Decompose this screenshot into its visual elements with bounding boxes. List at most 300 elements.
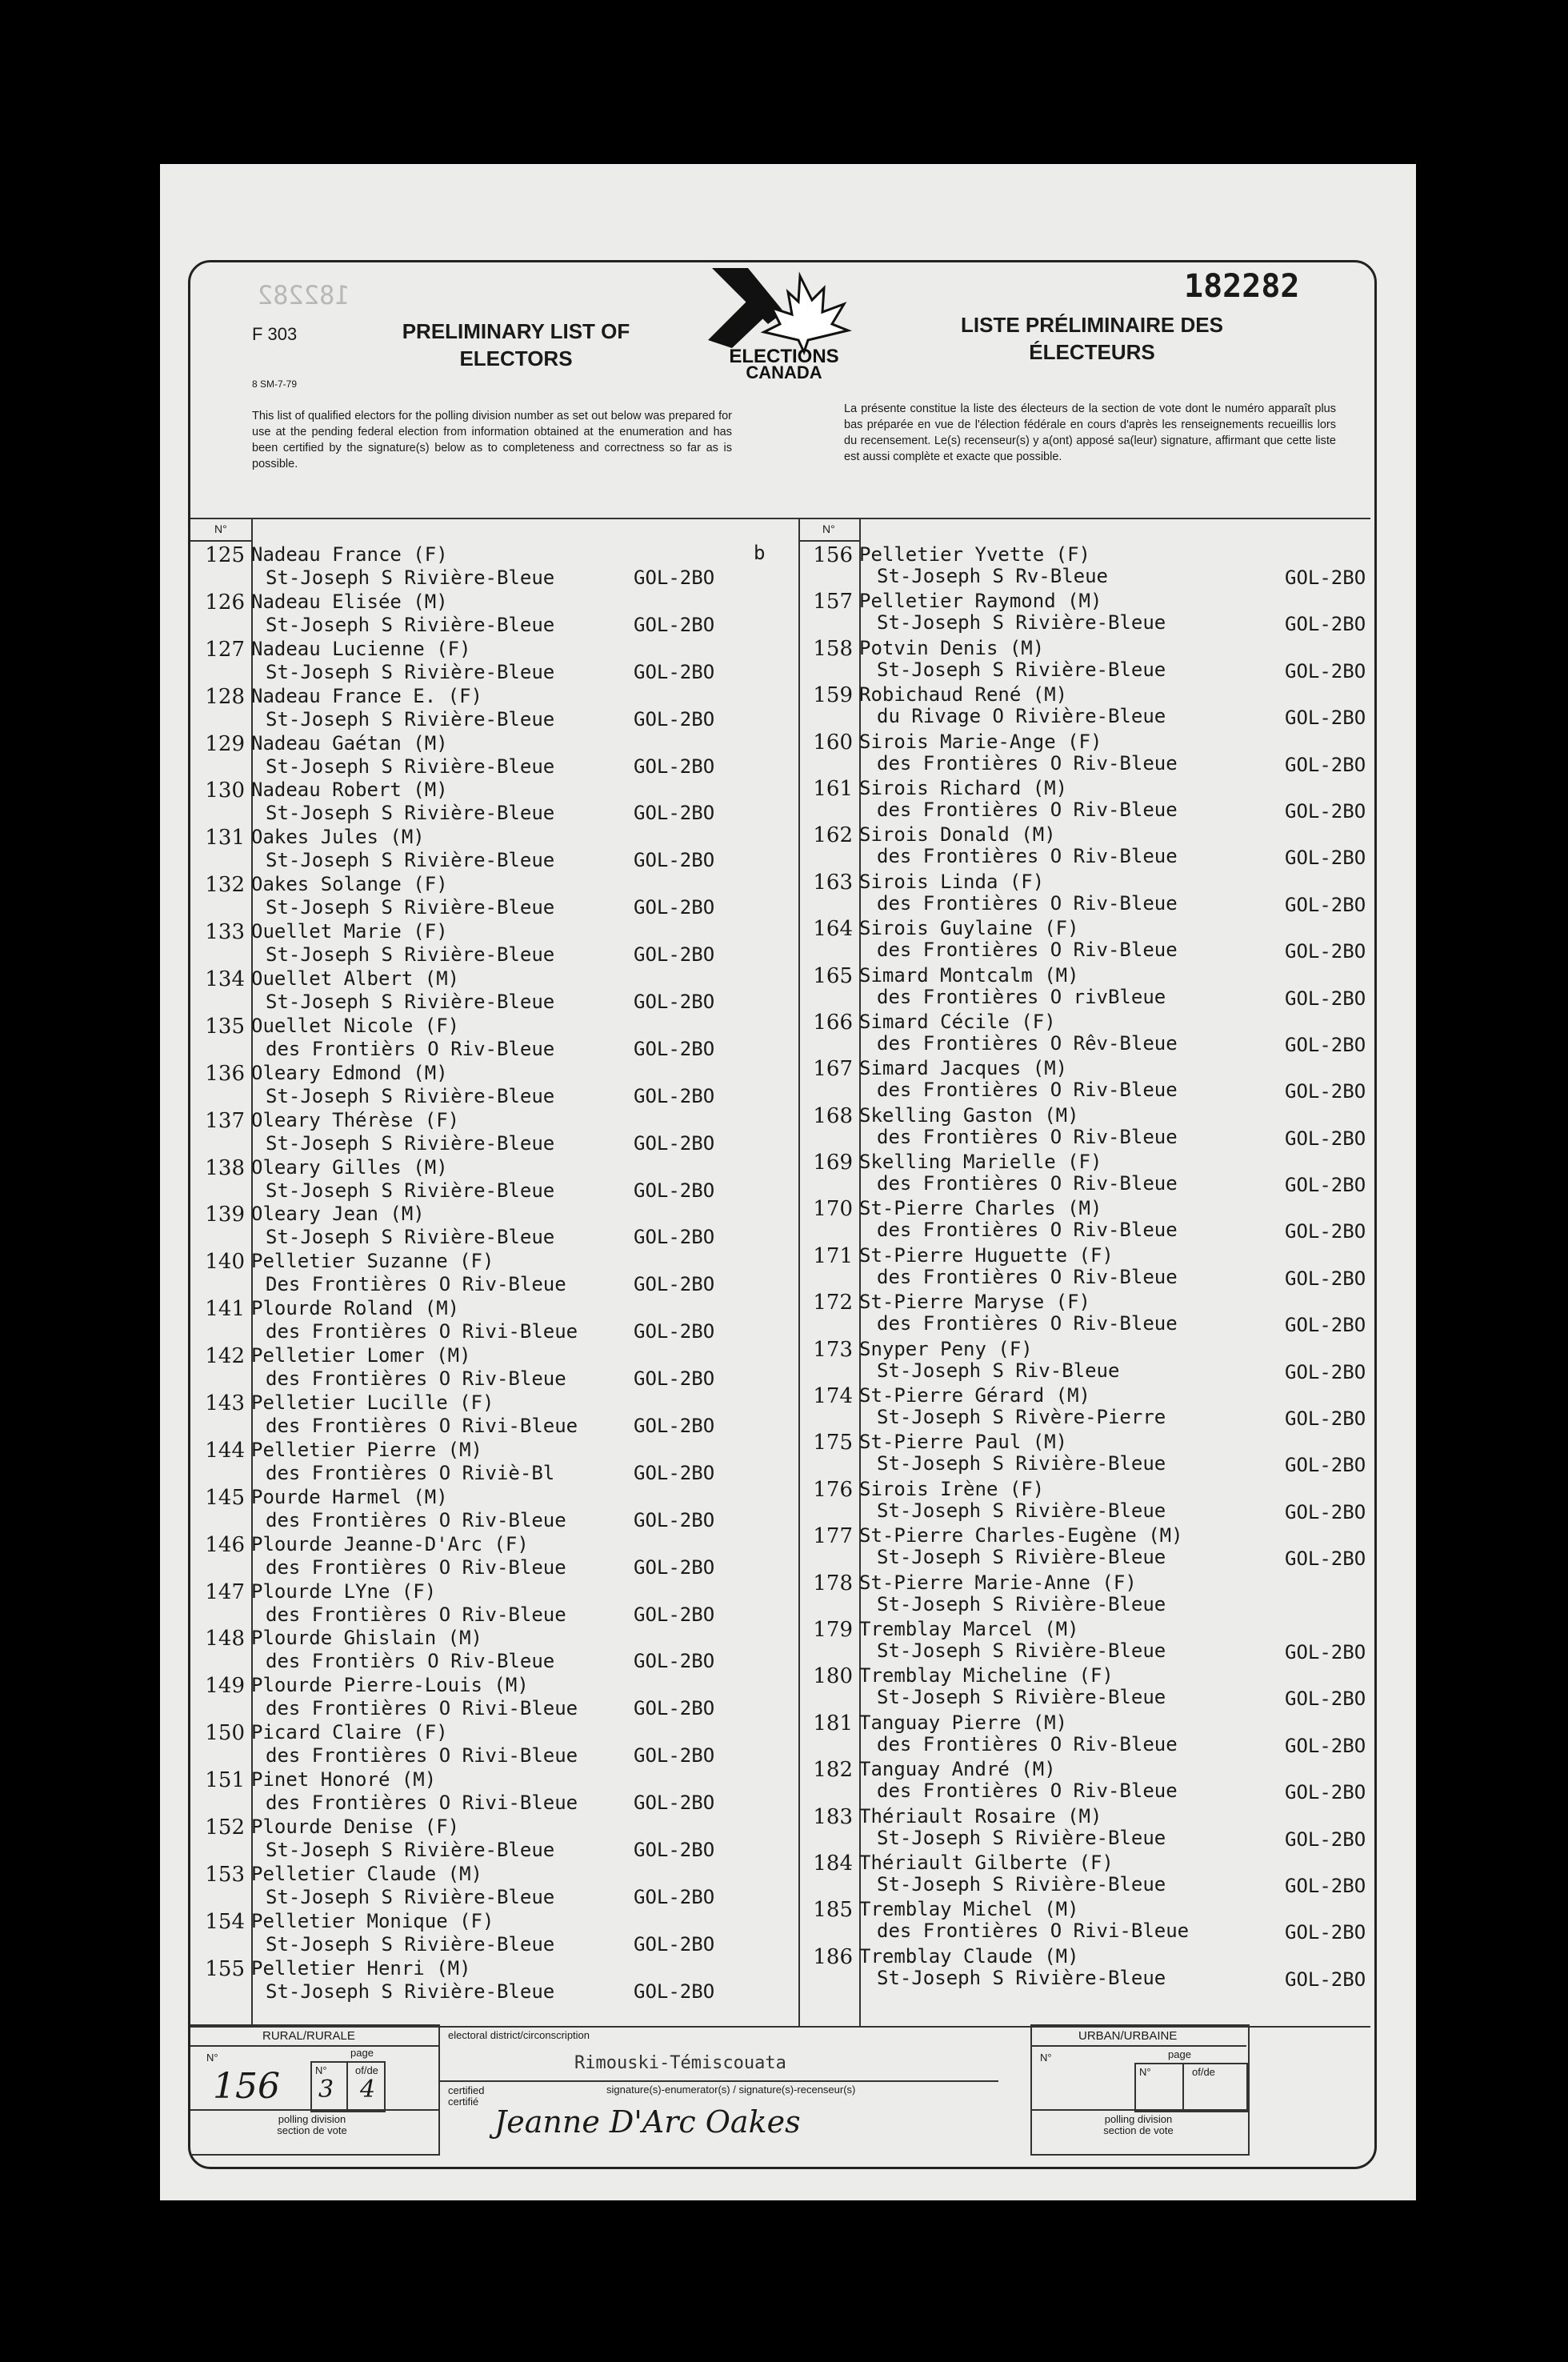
elections-canada-logo xyxy=(704,268,864,380)
voter-entry xyxy=(813,1478,1369,1524)
voter-entry xyxy=(200,1156,796,1203)
voter-address: du Rivage O Rivière-Bleue xyxy=(877,705,1166,728)
voter-address: St-Joseph S Rivière-Bleue xyxy=(877,1452,1166,1475)
voter-name: Pelletier Raymond (M) xyxy=(859,590,1102,613)
signature-label: signature(s)-enumerator(s) / signature(s)-recenseur(s) xyxy=(606,2084,856,2096)
voter-table xyxy=(190,518,1370,2028)
polling-division-label: polling division section de vote xyxy=(277,2113,347,2136)
voter-address: des Frontièrs O Riv-Bleue xyxy=(266,1650,555,1673)
voter-address: des Frontières O Riv-Bleue xyxy=(266,1508,566,1531)
voter-entry xyxy=(813,731,1369,777)
voter-number: 159 xyxy=(813,683,853,708)
voter-number: 179 xyxy=(813,1617,853,1642)
voter-number: 137 xyxy=(205,1108,245,1133)
voter-number: 151 xyxy=(205,1768,245,1793)
urban-of-label: of/de xyxy=(1192,2066,1215,2078)
postal-code: GOL-2BO xyxy=(634,1839,715,1862)
voter-address: St-Joseph S Rivière-Bleue xyxy=(877,1499,1166,1522)
voter-name: Simard Montcalm (M) xyxy=(859,963,1079,987)
voter-entry xyxy=(200,826,796,873)
postal-code: GOL-2BO xyxy=(1285,893,1366,916)
postal-code: GOL-2BO xyxy=(1285,1547,1366,1571)
voter-name: St-Pierre Gérard (M) xyxy=(859,1384,1090,1407)
voter-entry xyxy=(200,779,796,826)
voter-name: Pelletier Suzanne (F) xyxy=(251,1250,494,1273)
voter-name: Sirois Irène (F) xyxy=(859,1477,1045,1500)
voter-name: Picard Claire (F) xyxy=(251,1721,448,1744)
title-english: PRELIMINARY LIST OF ELECTORS xyxy=(402,319,630,370)
postal-code: GOL-2BO xyxy=(634,1037,715,1060)
postal-code: GOL-2BO xyxy=(1285,1921,1366,1944)
voter-number: 182 xyxy=(813,1758,853,1783)
postal-code: GOL-2BO xyxy=(634,1273,715,1296)
voter-number: 140 xyxy=(205,1250,245,1275)
voter-number: 134 xyxy=(205,967,245,992)
voter-address: des Frontières O Riv-Bleue xyxy=(877,1219,1178,1242)
voter-address: St-Joseph S Rv-Bleue xyxy=(877,565,1108,587)
voter-number: 185 xyxy=(813,1898,853,1923)
voter-number: 129 xyxy=(205,731,245,756)
voter-entry xyxy=(200,1768,796,1816)
postal-code: GOL-2BO xyxy=(634,1367,715,1391)
voter-address: des Frontières O Riv-Bleue xyxy=(877,845,1178,868)
voter-number: 173 xyxy=(813,1337,853,1362)
voter-entry xyxy=(200,967,796,1015)
voter-address: des Frontières O Riviè-Bl xyxy=(266,1461,555,1484)
postal-code: GOL-2BO xyxy=(634,1508,715,1531)
serial-number: 182282 xyxy=(1184,268,1300,305)
voter-name: Tremblay Claude (M) xyxy=(859,1944,1079,1968)
voter-entry xyxy=(200,1203,796,1250)
voter-entry xyxy=(813,777,1369,823)
postal-code: GOL-2BO xyxy=(1285,1314,1366,1337)
voter-address: des Frontières O Riv-Bleue xyxy=(266,1603,566,1626)
enumerator-signature: Jeanne D'Arc Oakes xyxy=(494,2104,801,2140)
voter-name: Sirois Marie-Ange (F) xyxy=(859,730,1102,753)
certified-label: certified certifié xyxy=(448,2084,485,2108)
voter-entry xyxy=(200,920,796,967)
voter-number: 131 xyxy=(205,826,245,851)
voter-entry xyxy=(200,1486,796,1533)
voter-name: St-Pierre Maryse (F) xyxy=(859,1291,1090,1314)
voter-address: des Frontières O Riv-Bleue xyxy=(877,939,1178,962)
rule xyxy=(190,2109,438,2111)
voter-entry xyxy=(813,1057,1369,1103)
voter-name: St-Pierre Paul (M) xyxy=(859,1431,1068,1454)
voter-address: des Frontières O Riv-Bleue xyxy=(266,1555,566,1579)
voter-entry xyxy=(813,1244,1369,1291)
voter-number: 128 xyxy=(205,684,245,709)
postal-code: GOL-2BO xyxy=(634,1461,715,1484)
voter-number: 183 xyxy=(813,1804,853,1829)
voter-entry xyxy=(813,1711,1369,1758)
voter-address: St-Joseph S Rivière-Bleue xyxy=(266,991,555,1014)
postal-code: GOL-2BO xyxy=(1285,940,1366,963)
voter-number: 126 xyxy=(205,590,245,615)
voter-name: Tremblay Michel (M) xyxy=(859,1898,1079,1921)
voter-entry xyxy=(200,1344,796,1391)
voter-name: Plourde Ghislain (M) xyxy=(251,1627,482,1650)
voter-entry xyxy=(813,1197,1369,1243)
voter-name: Thériault Gilberte (F) xyxy=(859,1851,1114,1874)
voter-address: des Frontières O Rivi-Bleue xyxy=(266,1415,578,1438)
voter-number: 184 xyxy=(813,1851,853,1876)
voter-entry xyxy=(813,917,1369,963)
voter-entry xyxy=(200,1957,796,2004)
voter-address: St-Joseph S Rivière-Bleue xyxy=(266,755,555,778)
postal-code: GOL-2BO xyxy=(1285,1360,1366,1383)
margin-mark: b xyxy=(754,542,766,564)
voter-entry xyxy=(813,1291,1369,1337)
voter-name: Nadeau Elisée (M) xyxy=(251,590,448,613)
voter-entry xyxy=(200,1627,796,1674)
voter-number: 142 xyxy=(205,1344,245,1369)
voter-name: Plourde Roland (M) xyxy=(251,1297,460,1320)
voter-name: Skelling Marielle (F) xyxy=(859,1151,1102,1174)
voter-name: Ouellet Nicole (F) xyxy=(251,1014,460,1037)
voter-number: 146 xyxy=(205,1532,245,1557)
voter-address: des Frontières O Riv-Bleue xyxy=(877,751,1178,775)
voter-entry xyxy=(813,1945,1369,1992)
voter-name: Plourde LYne (F) xyxy=(251,1579,437,1603)
voter-number: 132 xyxy=(205,873,245,898)
voter-number: 158 xyxy=(813,636,853,661)
voter-name: Sirois Guylaine (F) xyxy=(859,917,1079,940)
serial-number-ghost: 182282 xyxy=(258,280,350,310)
postal-code: GOL-2BO xyxy=(634,755,715,778)
postal-code: GOL-2BO xyxy=(1285,1968,1366,1991)
rule xyxy=(1030,2045,1246,2047)
voter-address: St-Joseph S Rivière-Bleue xyxy=(877,1872,1166,1896)
voter-address: St-Joseph S Rivière-Bleue xyxy=(266,613,555,636)
urban-no2-label: N° xyxy=(1139,2066,1151,2078)
voter-address: St-Joseph S Rivière-Bleue xyxy=(266,1839,555,1862)
voter-address: des Frontières O Riv-Bleue xyxy=(877,891,1178,915)
postal-code: GOL-2BO xyxy=(1285,1874,1366,1897)
voter-name: Tremblay Marcel (M) xyxy=(859,1617,1079,1640)
postal-code: GOL-2BO xyxy=(1285,659,1366,683)
voter-number: 178 xyxy=(813,1571,853,1595)
postal-code: GOL-2BO xyxy=(634,991,715,1014)
voter-address: St-Joseph S Rivière-Bleue xyxy=(877,1546,1166,1569)
intro-english: This list of qualified electors for the polling division number as set out below was prepared for use at the pending federal election from information obtained at the enumeration and has been certified by the signature(s) below as to completeness and correctness so far as is possible. xyxy=(252,410,732,470)
voter-name: Nadeau Gaétan (M) xyxy=(251,731,448,755)
voter-address: des Frontièrs O Riv-Bleue xyxy=(266,1037,555,1060)
voter-address: des Frontières O Riv-Bleue xyxy=(877,1125,1178,1148)
postal-code: GOL-2BO xyxy=(634,1932,715,1956)
voter-address: St-Joseph S Rivière-Bleue xyxy=(266,1885,555,1908)
voter-entry xyxy=(813,1618,1369,1664)
voter-name: Oleary Gilles (M) xyxy=(251,1155,448,1179)
postal-code: GOL-2BO xyxy=(634,1226,715,1249)
voter-name: Simard Cécile (F) xyxy=(859,1010,1056,1033)
voter-number: 141 xyxy=(205,1297,245,1322)
voter-name: Tanguay Pierre (M) xyxy=(859,1711,1068,1734)
postal-code: GOL-2BO xyxy=(634,1555,715,1579)
logo-text-canada: CANADA xyxy=(746,362,822,380)
voter-number: 175 xyxy=(813,1431,853,1455)
postal-code: GOL-2BO xyxy=(1285,707,1366,730)
voter-address: St-Joseph S Rivière-Bleue xyxy=(266,802,555,825)
header-rule-left xyxy=(190,540,251,542)
voter-name: Sirois Donald (M) xyxy=(859,823,1056,847)
postal-code: GOL-2BO xyxy=(634,566,715,589)
voter-entry xyxy=(813,1431,1369,1477)
voter-name: Oleary Thérèse (F) xyxy=(251,1108,460,1131)
voter-name: Pelletier Lucille (F) xyxy=(251,1391,494,1415)
voter-list-sheet xyxy=(160,164,1416,2200)
urban-page-box xyxy=(1134,2063,1248,2112)
voter-name: Sirois Linda (F) xyxy=(859,870,1045,893)
voter-entry xyxy=(813,1104,1369,1151)
urban-label: URBAN/URBAINE xyxy=(1078,2029,1178,2043)
voter-number: 150 xyxy=(205,1721,245,1746)
voter-number: 130 xyxy=(205,779,245,803)
voter-name: Oleary Edmond (M) xyxy=(251,1061,448,1084)
logo-text-elections: ELECTIONS xyxy=(729,346,839,367)
voter-entry xyxy=(813,1011,1369,1057)
district-label: electoral district/circonscription xyxy=(448,2029,590,2041)
voter-number: 162 xyxy=(813,823,853,848)
voter-name: Pelletier Pierre (M) xyxy=(251,1438,482,1461)
postal-code: GOL-2BO xyxy=(634,1179,715,1202)
rule xyxy=(346,2061,348,2109)
postal-code: GOL-2BO xyxy=(1285,799,1366,823)
postal-code: GOL-2BO xyxy=(1285,1734,1366,1757)
postal-code: GOL-2BO xyxy=(1285,1127,1366,1150)
voter-name: St-Pierre Charles (M) xyxy=(859,1197,1102,1220)
title-french: LISTE PRÉLIMINAIRE DES ÉLECTEURS xyxy=(961,313,1223,364)
rural-label: RURAL/RURALE xyxy=(262,2029,355,2043)
voter-address: St-Joseph S Rivière-Bleue xyxy=(266,849,555,872)
voter-name: Pinet Honoré (M) xyxy=(251,1768,437,1792)
voter-number: 167 xyxy=(813,1057,853,1082)
of-label: of/de xyxy=(355,2064,378,2076)
voter-number: 186 xyxy=(813,1944,853,1969)
voter-entry xyxy=(200,543,796,590)
voter-number: 153 xyxy=(205,1862,245,1887)
voter-name: Nadeau Lucienne (F) xyxy=(251,637,471,660)
postal-code: GOL-2BO xyxy=(1285,1687,1366,1711)
postal-code: GOL-2BO xyxy=(1285,753,1366,776)
postal-code: GOL-2BO xyxy=(1285,613,1366,636)
postal-code: GOL-2BO xyxy=(1285,1267,1366,1290)
voter-name: Tremblay Micheline (F) xyxy=(859,1664,1114,1687)
voter-entry xyxy=(200,638,796,685)
voter-address: St-Joseph S Rivière-Bleue xyxy=(266,1980,555,2003)
urban-no-label: N° xyxy=(1040,2052,1052,2064)
voter-name: Pelletier Lomer (M) xyxy=(251,1344,471,1367)
voter-number: 155 xyxy=(205,1956,245,1981)
voter-name: Potvin Denis (M) xyxy=(859,636,1045,659)
voter-entry xyxy=(200,1391,796,1439)
voter-address: des Frontières O Rivi-Bleue xyxy=(266,1792,578,1815)
voter-address: St-Joseph S Rivière-Bleue xyxy=(877,1686,1166,1709)
page-label: page xyxy=(350,2047,374,2059)
voter-number: 168 xyxy=(813,1103,853,1128)
voter-address: St-Joseph S Rivière-Bleue xyxy=(266,1084,555,1107)
postal-code: GOL-2BO xyxy=(1285,847,1366,870)
voter-entry xyxy=(813,543,1369,590)
voter-number: 174 xyxy=(813,1384,853,1409)
voter-number: 136 xyxy=(205,1061,245,1086)
voter-entry xyxy=(200,1674,796,1721)
header-rule-right xyxy=(798,540,859,542)
voter-number: 127 xyxy=(205,637,245,662)
voter-column-right xyxy=(813,543,1369,1992)
postal-code: GOL-2BO xyxy=(1285,1500,1366,1523)
voter-address: des Frontières O Riv-Bleue xyxy=(877,1732,1178,1755)
no-header-right: N° xyxy=(822,522,835,535)
voter-entry xyxy=(813,1571,1369,1618)
voter-address: des Frontières O Rivi-Bleue xyxy=(266,1744,578,1767)
voter-address: St-Joseph S Rivière-Bleue xyxy=(266,1932,555,1956)
voter-address: St-Joseph S Rivère-Pierre xyxy=(877,1406,1166,1429)
intro-french: La présente constitue la liste des électeurs de la section de vote dont le numéro apparaît plus bas préparée en vue de l'élection fédérale en cours d'après les renseignements recueillis lors du recensement. Le(s) recenseur(s) y a(ont) apposé sa(leur) signature, affirmant que cette liste est aussi complète et exacte que possible. xyxy=(844,402,1336,463)
voter-number: 171 xyxy=(813,1243,853,1268)
voter-name: St-Pierre Charles-Eugène (M) xyxy=(859,1524,1183,1547)
voter-address: St-Joseph S Riv-Bleue xyxy=(877,1359,1120,1382)
voter-number: 147 xyxy=(205,1579,245,1604)
voter-entry xyxy=(813,964,1369,1011)
voter-entry xyxy=(200,732,796,779)
voter-entry xyxy=(813,1664,1369,1711)
voter-name: Simard Jacques (M) xyxy=(859,1057,1068,1080)
voter-entry xyxy=(813,1852,1369,1898)
voter-address: St-Joseph S Rivière-Bleue xyxy=(266,566,555,589)
voter-address: des Frontières O Rêv-Bleue xyxy=(877,1031,1178,1055)
postal-code: GOL-2BO xyxy=(634,1744,715,1767)
voter-number: 177 xyxy=(813,1524,853,1549)
voter-name: Robichaud René (M) xyxy=(859,683,1068,707)
voter-number: 161 xyxy=(813,776,853,801)
rule xyxy=(1182,2063,1184,2109)
voter-entry xyxy=(200,1533,796,1580)
postal-code: GOL-2BO xyxy=(1285,566,1366,589)
voter-address: St-Joseph S Rivière-Bleue xyxy=(266,1226,555,1249)
voter-address: Des Frontières O Riv-Bleue xyxy=(266,1273,566,1296)
voter-number: 172 xyxy=(813,1291,853,1315)
voter-name: Pelletier Yvette (F) xyxy=(859,543,1090,566)
voter-address: St-Joseph S Rivière-Bleue xyxy=(266,1179,555,1202)
postal-code: GOL-2BO xyxy=(1285,1174,1366,1197)
voter-number: 139 xyxy=(205,1203,245,1227)
voter-name: Ouellet Marie (F) xyxy=(251,920,448,943)
voter-number: 170 xyxy=(813,1197,853,1222)
voter-entry xyxy=(813,1338,1369,1384)
voter-number: 169 xyxy=(813,1151,853,1175)
rule xyxy=(438,2080,998,2082)
voter-entry xyxy=(813,1898,1369,1944)
postal-code: GOL-2BO xyxy=(634,1320,715,1343)
voter-entry xyxy=(813,1524,1369,1571)
voter-entry xyxy=(813,1384,1369,1431)
voter-entry xyxy=(200,1109,796,1156)
polling-division-number: 156 xyxy=(213,2066,280,2107)
voter-column-left xyxy=(200,543,796,2004)
postal-code: GOL-2BO xyxy=(634,1980,715,2003)
voter-number: 176 xyxy=(813,1477,853,1502)
postal-code: GOL-2BO xyxy=(634,896,715,919)
voter-entry xyxy=(200,1863,796,1910)
voter-name: Snyper Peny (F) xyxy=(859,1337,1033,1360)
voter-number: 152 xyxy=(205,1816,245,1840)
voter-number: 149 xyxy=(205,1674,245,1699)
voter-name: St-Pierre Marie-Anne (F) xyxy=(859,1571,1137,1594)
voter-number: 145 xyxy=(205,1485,245,1510)
voter-name: Plourde Denise (F) xyxy=(251,1816,460,1839)
voter-address: St-Joseph S Rivière-Bleue xyxy=(266,707,555,731)
postal-code: GOL-2BO xyxy=(634,802,715,825)
voter-entry xyxy=(813,823,1369,870)
voter-address: St-Joseph S Rivière-Bleue xyxy=(266,896,555,919)
voter-entry xyxy=(200,1816,796,1863)
postal-code: GOL-2BO xyxy=(1285,1781,1366,1804)
voter-name: Skelling Gaston (M) xyxy=(859,1103,1079,1127)
postal-code: GOL-2BO xyxy=(1285,1454,1366,1477)
voter-address: des Frontières O Riv-Bleue xyxy=(877,1172,1178,1195)
no-label: N° xyxy=(206,2052,218,2064)
voter-entry xyxy=(200,685,796,732)
voter-address: St-Joseph S Rivière-Bleue xyxy=(877,658,1166,681)
voter-entry xyxy=(200,1580,796,1627)
voter-name: Pelletier Monique (F) xyxy=(251,1909,494,1932)
voter-entry xyxy=(200,1910,796,1957)
voter-address: des Frontières O Rivi-Bleue xyxy=(266,1697,578,1720)
voter-number: 148 xyxy=(205,1627,245,1651)
postal-code: GOL-2BO xyxy=(634,1415,715,1438)
postal-code: GOL-2BO xyxy=(634,1885,715,1908)
urban-page-label: page xyxy=(1168,2048,1191,2060)
voter-number: 143 xyxy=(205,1391,245,1416)
voter-number: 164 xyxy=(813,917,853,942)
page-of: 4 xyxy=(360,2076,376,2104)
voter-address: des Frontières O Riv-Bleue xyxy=(266,1367,566,1391)
voter-name: Oleary Jean (M) xyxy=(251,1203,425,1226)
voter-number: 138 xyxy=(205,1155,245,1180)
voter-number: 144 xyxy=(205,1438,245,1463)
voter-name: Oakes Jules (M) xyxy=(251,826,425,849)
voter-name: St-Pierre Huguette (F) xyxy=(859,1243,1114,1267)
voter-number: 181 xyxy=(813,1711,853,1735)
voter-number: 163 xyxy=(813,870,853,895)
voter-entry xyxy=(813,1758,1369,1804)
postal-code: GOL-2BO xyxy=(634,1792,715,1815)
form-revision: 8 SM-7-79 xyxy=(252,378,298,390)
voter-name: Pelletier Claude (M) xyxy=(251,1862,482,1885)
voter-entry xyxy=(200,1721,796,1768)
voter-entry xyxy=(813,871,1369,917)
form-code: F 303 xyxy=(252,324,298,344)
voter-name: Pelletier Henri (M) xyxy=(251,1956,471,1980)
voter-number: 156 xyxy=(813,543,853,567)
voter-entry xyxy=(813,1151,1369,1197)
voter-number: 125 xyxy=(205,543,245,567)
voter-address: St-Joseph S Rivière-Bleue xyxy=(877,1826,1166,1849)
voter-number: 180 xyxy=(813,1664,853,1689)
voter-address: St-Joseph S Rivière-Bleue xyxy=(877,1592,1166,1615)
voter-address: St-Joseph S Rivière-Bleue xyxy=(266,1131,555,1155)
voter-address: des Frontières O Rivi-Bleue xyxy=(877,1920,1190,1943)
voter-number: 154 xyxy=(205,1909,245,1934)
voter-name: Nadeau Robert (M) xyxy=(251,779,448,802)
voter-name: Nadeau France E. (F) xyxy=(251,684,482,707)
postal-code: GOL-2BO xyxy=(634,613,715,636)
rule xyxy=(190,2045,438,2047)
voter-name: Sirois Richard (M) xyxy=(859,776,1068,799)
voter-entry xyxy=(813,683,1369,730)
voter-name: Plourde Jeanne-D'Arc (F) xyxy=(251,1532,529,1555)
